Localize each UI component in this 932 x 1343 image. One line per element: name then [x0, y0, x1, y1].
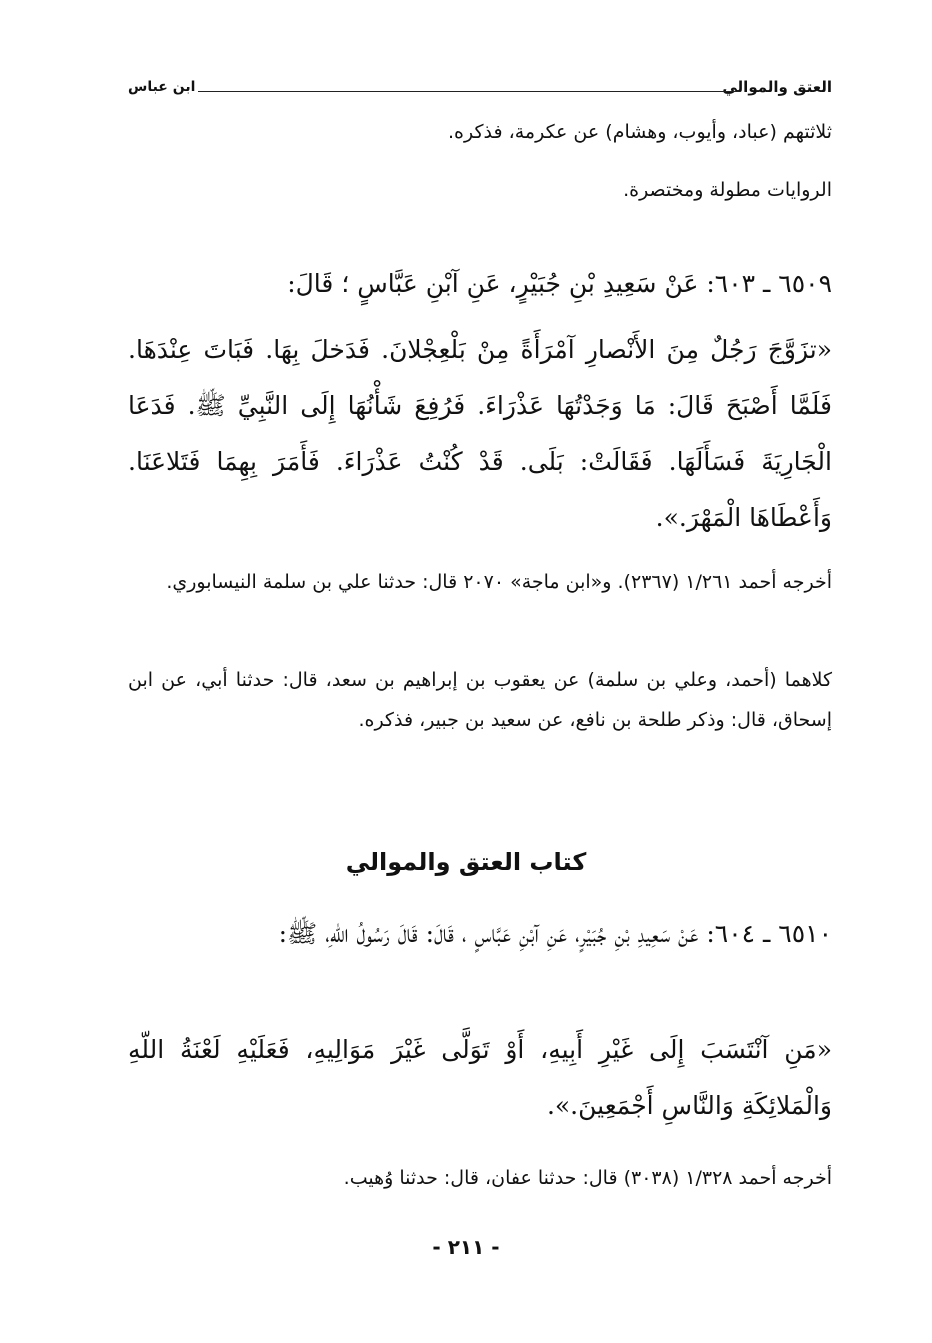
- intro-line-2: الروايات مطولة ومختصرة.: [623, 179, 832, 201]
- header-rule: [198, 91, 740, 92]
- hadith-6510-takhrij: أخرجه أحمد ١/٣٢٨ (٣٠٣٨) قال: حدثنا عفان، قال: حدثنا وُهيب.: [343, 1167, 832, 1189]
- chapter-title: كتاب العتق والموالي: [345, 848, 587, 876]
- header-companion-name: ابن عباس: [128, 79, 196, 95]
- hadith-6509-matn: «تزَوَّجَ رَجُلٌ مِنَ الأَنْصارِ آمْرَأَةً مِنْ بَلْعِجْلانَ. فَدَخلَ بِهَا. فَبَاتَ عِنْدَهَا. فَلَمَّا أَصْبَحَ قَالَ: مَا وَجَدْتُهَا عَذْرَاءَ. فَرُفِعَ شَأْنُهَا إِلَى النَّبِيِّ ﷺ. فَدَعَا الْجَارِيَةَ فَسَأَلَهَا. فَقَالَتْ: بَلَى. قَدْ كُنْتُ عَذْرَاءَ. فَأَمَرَ بِهِمَا فَتَلاعَنَا. وَأَعْطَاهَا الْمَهْرَ.».: [128, 335, 832, 532]
- hadith-6510-isnad: ٦٥١٠ ـ ٦٠٤: عَنْ سَعِيدِ بْنِ جُبَيْرٍ، عَنِ آبْنِ عَبَّاسٍ ، قَالَ: قَالَ رَسُولُ اللّهِ، ﷺ:: [278, 919, 832, 948]
- header-section-title: العتق والموالي: [722, 78, 832, 96]
- hadith-6509-isnad: ٦٥٠٩ ـ ٦٠٣: عَنْ سَعِيدِ بْنِ جُبَيْرٍ، عَنِ آبْنِ عَبَّاسٍ ؛ قَالَ:: [287, 269, 832, 298]
- running-header: [128, 76, 832, 100]
- hadith-6509-takhrij-2: كلاهما (أحمد، وعلي بن سلمة) عن يعقوب بن إبراهيم بن سعد، قال: حدثنا أبي، عن ابن إسحاق، قال: وذكر طلحة بن نافع، عن سعيد بن جبير، فذكره.: [128, 669, 832, 731]
- hadith-6509-takhrij: أخرجه أحمد ١/٢٦١ (٢٣٦٧). و«ابن ماجة» ٢٠٧٠ قال: حدثنا علي بن سلمة النيسابوري.: [166, 571, 832, 593]
- hadith-6510-matn: «مَنِ آنْتَسَبَ إِلَى غَيْرِ أَبِيهِ، أَوْ تَوَلَّى غَيْرَ مَوَالِيهِ، فَعَلَيْهِ لَعْنَةُ اللّهِ وَالْمَلائِكَةِ وَالنَّاسِ أَجْمَعِينَ.».: [128, 1035, 832, 1120]
- intro-line-1: ثلاثتهم (عباد، وأيوب، وهشام) عن عكرمة، فذكره.: [447, 121, 832, 143]
- page-number: - ٢١١ -: [432, 1235, 500, 1259]
